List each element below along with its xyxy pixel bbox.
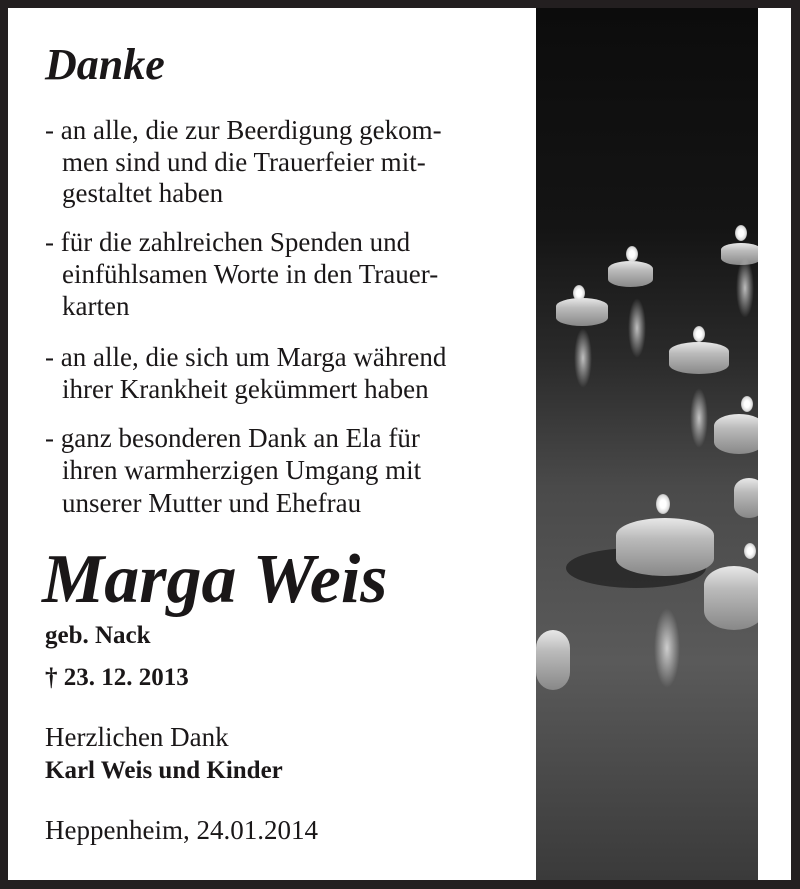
- candles-photo: [536, 8, 758, 880]
- signature: Karl Weis und Kinder: [45, 757, 283, 784]
- item-line: ihrer Krankheit gekümmert haben: [62, 374, 429, 404]
- place-date: Heppenheim, 24.01.2014: [45, 815, 318, 845]
- item-line: einfühlsamen Worte in den Trauer-: [62, 259, 439, 289]
- item-line: - an alle, die zur Beerdigung gekom-: [45, 115, 442, 145]
- death-date: † 23. 12. 2013: [45, 664, 189, 691]
- item-line: gestaltet haben: [62, 178, 224, 208]
- item-line: - an alle, die sich um Marga während: [45, 342, 447, 372]
- heading: Danke: [45, 40, 165, 89]
- item-line: karten: [62, 291, 130, 321]
- item-line: ihren warmherzigen Umgang mit: [62, 455, 422, 485]
- deceased-name: Marga Weis: [42, 541, 388, 618]
- item-line: - für die zahlreichen Spenden und: [45, 227, 411, 257]
- item-line: - ganz besonderen Dank an Ela für: [45, 423, 420, 453]
- thanks-line: Herzlichen Dank: [45, 722, 229, 752]
- item-line: men sind und die Trauerfeier mit-: [62, 147, 426, 177]
- birth-name: geb. Nack: [45, 622, 151, 649]
- item-line: unserer Mutter und Ehefrau: [62, 488, 362, 518]
